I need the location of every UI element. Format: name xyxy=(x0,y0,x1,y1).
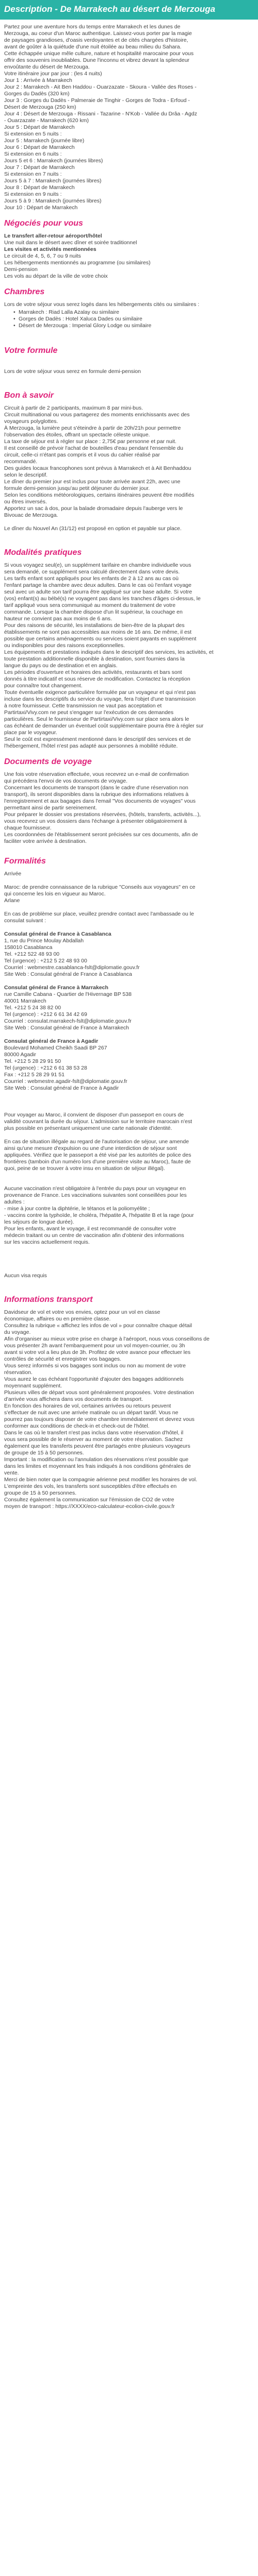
text-line: Il est conseillé de prévoir l'achat de bouteilles d'eau pendant l'ensemble du xyxy=(4,445,183,451)
text-line: pourrez pas toujours disposer de votre chambre immédiatement et devrez vous xyxy=(4,1416,195,1422)
text-line: Consulat général de France à Agadir xyxy=(4,1038,99,1044)
text-line: qui précédera l'envoi de vos documents de voyage. xyxy=(4,778,127,784)
blank-line xyxy=(4,1031,254,1038)
text-line: Consultez également la communication sur l'émission de CO2 de votre xyxy=(4,1497,174,1503)
text-line: Site Web : Consulat général de France à Agadir xyxy=(4,1085,119,1091)
text-line: Dans le cas où le transfert n'est pas inclus dans votre réservation d'hôtel, il xyxy=(4,1430,184,1436)
text-line: vous recevrez un vos dossiers dans l'échange à présenter obligatoirement à xyxy=(4,818,187,824)
bonsavoir-title: Bon à savoir xyxy=(4,391,54,400)
text-line: Seul le coût est expressément mentionné dans le descriptif des services et de xyxy=(4,736,191,742)
text-line: Circuit multinational ou vous partagerez des moments enrichissants avec des xyxy=(4,412,190,418)
blank-line xyxy=(4,1246,254,1252)
text-line: Site Web : Consulat général de France à Casablanca xyxy=(4,971,132,977)
blank-line xyxy=(4,877,254,884)
text-line: rue Camille Cabana - Quartier de l'Hivernage BP 538 xyxy=(4,991,132,997)
text-line: Jours 5 et 6 : Marrakech (journées libres) xyxy=(4,158,103,164)
text-line: Courriel : webmestre.agadir-fslt@diplomatie.gouv.fr xyxy=(4,1078,127,1084)
text-line: Si extension en 6 nuits : xyxy=(4,151,62,157)
text-line: 40001 Marrakech xyxy=(4,998,46,1004)
documents-title: Documents de voyage xyxy=(4,757,92,766)
text-line: Jour 5 : Départ de Marrakech xyxy=(4,124,75,130)
list-item: • Gorges de Dadès : Hotel Xaluca Dades ou similaire xyxy=(13,316,254,323)
text-line: sera demandé, ce supplément sera calculé directement dans votre devis. xyxy=(4,569,180,575)
chambres-title: Chambres xyxy=(4,287,45,296)
blank-line xyxy=(4,924,254,931)
text-line: Jour 6 : Départ de Marrakech xyxy=(4,144,75,150)
text-line: Concernant les documents de transport (dans le cadre d'une réservation non xyxy=(4,785,188,791)
modalites-title: Modalités pratiques xyxy=(4,548,82,557)
text-line: Les coordonnées de l'établissement seront précisées sur ces documents, afin de xyxy=(4,832,198,838)
text-line: Votre itinéraire jour par jour : (les 4 nuits) xyxy=(4,71,102,77)
text-line: Pour préparer le dossier vos prestations réservées, (hôtels, transferts, activités...), xyxy=(4,811,201,818)
text-line: 80000 Agadir xyxy=(4,1052,36,1058)
text-line: Site Web : Consulat général de France à Marrakech xyxy=(4,1025,130,1031)
list-item: • Marrakech : Riad Lalla Azalay ou similaire xyxy=(13,309,254,316)
text-line: possible que certains aménagements ou services soient payants en supplément xyxy=(4,636,197,642)
text-line: Partez pour une aventure hors du temps entre Marrakech et les dunes de xyxy=(4,24,181,30)
text-line: Vous aurez le cas échéant l'opportunité d'ajouter des bagages additionnels xyxy=(4,1376,184,1382)
text-line: vente. xyxy=(4,1470,19,1476)
text-line: Demi-pension xyxy=(4,266,38,273)
text-line: Tel. +212 5 24 38 82 00 xyxy=(4,1005,61,1011)
text-line: économique, affaires ou en première classe. xyxy=(4,1316,111,1322)
blank-line xyxy=(4,1132,254,1139)
text-line: Apportez un sac à dos, pour la balade dromadaire depuis l'auberge vers le xyxy=(4,505,183,512)
text-line: pour connaître tout changement. xyxy=(4,683,83,689)
text-line: appliquées. Vérifiez que le passeport a été visé par les autorités de police des xyxy=(4,1152,191,1158)
text-line: En cas de situation illégale au regard de l'autorisation de séjour, une amende xyxy=(4,1139,189,1145)
text-line: contrôles de sécurité et enregistrer vos bagages. xyxy=(4,1356,122,1362)
text-line: permettant ainsi de partir sereinement. xyxy=(4,805,97,811)
text-line: Arrivée xyxy=(4,871,22,877)
blank-line xyxy=(4,1105,254,1112)
text-line: L'empreinte des vols, les transferts sont susceptibles d'être effectués en xyxy=(4,1483,177,1489)
text-line: donnés à titre indicatif et sous réserve de modification. Contactez la réception xyxy=(4,676,190,682)
blank-line xyxy=(4,904,254,911)
text-line: Les hébergements mentionnés au programme (ou similaires) xyxy=(4,260,151,266)
text-line: Vous serez informés si vos bagages sont inclus ou non au moment de votre xyxy=(4,1363,186,1369)
text-line: place par le voyageur. xyxy=(4,730,57,736)
text-line: Davidseur de vol et votre vos envies, optez pour un vol en classe xyxy=(4,1309,160,1315)
informations-title: Informations transport xyxy=(4,1295,93,1304)
text-line: À Merzouga, la lumière peut s'éteindre à partir de 20h/21h pour permettre xyxy=(4,425,181,431)
text-line: Les vols au départ de la ville de votre choix xyxy=(4,273,108,279)
text-line: Le circuit de 4, 5, 6, 7 ou 9 nuits xyxy=(4,253,81,259)
text-line: à notre fournisseur. Cette transmission ne vaut pas acceptation et xyxy=(4,703,162,709)
text-line: du voyage. xyxy=(4,1329,31,1335)
text-line: Pour des raisons de sécurité, les installations de bien-être de la plupart des xyxy=(4,622,185,629)
informations-text xyxy=(4,1309,254,1510)
text-line: Une nuit dans le désert avec dîner et soirée traditionnel xyxy=(4,240,137,246)
text-line: Jours 5 à 9 : Marrakech (journées libres) xyxy=(4,198,102,204)
text-line: ainsi qu'une mesure d'expulsion ou une d'une interdiction de séjour sont xyxy=(4,1145,177,1151)
text-line: cas échéant de demander un éventuel coût supplémentaire pourra être à régler sur xyxy=(4,723,204,729)
text-line: Courriel : webmestre.casablanca-fslt@diplomatie.gouv.fr xyxy=(4,964,140,971)
text-line: circuit, celle-ci n'étant pas compris et il vous du cahier réalisé par xyxy=(4,452,160,458)
text-line: envoûtante du désert de Merzouga. xyxy=(4,64,90,70)
text-line: - mise à jour contre la diphtérie, le tétanos et la poliomyélite ; xyxy=(4,1206,150,1212)
text-line: groupe de 15 à 50 personnes. xyxy=(4,1490,77,1496)
text-line: Jour 5 : Marrakech (journée libre) xyxy=(4,138,85,144)
text-line: ou indisponibles pour des raisons exceptionnelles. xyxy=(4,642,125,649)
text-line: particulières. Seul le fournisseur de Partirtaxi/Vivy.com sur place sera alors le xyxy=(4,716,189,722)
formalites-title: Formalités xyxy=(4,857,46,866)
text-line: Les visites et activités mentionnées xyxy=(4,246,96,252)
text-line: Jour 7 : Départ de Marrakech xyxy=(4,164,75,171)
chambres-intro: Lors de votre séjour vous serez logés dans les hébergements cités ou similaires : xyxy=(4,301,200,308)
text-line: Une fois votre réservation effectuée, vous recevrez un e-mail de confirmation xyxy=(4,771,189,777)
text-line: de paysages grandioses, d'oasis verdoyantes et de cités chargées d'histoire, xyxy=(4,37,188,43)
text-line: Arlane xyxy=(4,897,20,904)
text-line: établissements ne sont pas accessibles aux moins de 16 ans. De même, il est xyxy=(4,629,192,635)
text-line: hauteur ne convient pas aux moins de 6 ans. xyxy=(4,616,112,622)
text-line: médecin traitant ou un centre de vaccination afin d'obtenir des informations xyxy=(4,1232,184,1239)
blank-line xyxy=(4,1092,254,1098)
text-line: transport), ils seront disponibles dans la rubrique des informations relatives à xyxy=(4,791,189,798)
text-line: Tel (urgence) : +212 5 22 48 93 00 xyxy=(4,958,87,964)
text-line: Aucun visa requis xyxy=(4,1273,47,1279)
text-line: voyageurs polyglottes. xyxy=(4,418,58,425)
text-line: frontières (tamboin d'un numéro lors d'une première visite au Maroc), faute de xyxy=(4,1159,191,1165)
negocies-title: Négociés pour vous xyxy=(4,219,83,228)
text-line: Le dîner du Nouvel An (31/12) est proposé en option et payable sur place. xyxy=(4,526,182,532)
text-line: validité couvrant la durée du séjour. L'admission sur le territoire marocain n'est xyxy=(4,1118,192,1125)
text-line: Partirtaxi/Vivy.com ne peut s'engager sur l'exécution de ces demandes xyxy=(4,709,174,716)
text-line: Pour voyager au Maroc, il convient de disposer d'un passeport en cours de xyxy=(4,1112,184,1118)
blank-line xyxy=(4,978,254,985)
text-line: moyen de transport : https://XXXX/eco-calculateur-ecolion-civile.gouv.fr xyxy=(4,1503,175,1510)
text-line: Des guides locaux francophones sont prévus à Marrakech et à Ait Benhaddou xyxy=(4,465,191,471)
text-line: ou êtres inversés. xyxy=(4,499,47,505)
text-line: de groupe de 15 à 50 personnes. xyxy=(4,1450,84,1456)
formule-title: Votre formule xyxy=(4,346,58,355)
text-line: Cette échappée unique mêle culture, nature et hospitalité marocaine pour vous xyxy=(4,50,194,57)
text-line: Jour 3 : Gorges du Dadès - Palmeraie de Tinghir - Gorges de Todra - Erfoud - xyxy=(4,97,190,104)
text-line: chaque fournisseur. xyxy=(4,825,52,831)
text-line: quoi, peine de se trouver à votre insu en situation de séjour illégal). xyxy=(4,1165,165,1172)
text-line: Boulevard Mohamed Cheikh Saadi BP 267 xyxy=(4,1045,107,1051)
negocies-list xyxy=(4,233,254,280)
text-line: Si extension en 7 nuits : xyxy=(4,171,62,177)
chambres-list xyxy=(13,309,254,329)
text-line: Circuit à partir de 2 participants, maximum 8 par mini-bus. xyxy=(4,405,143,411)
text-line: vous présenter 2h avant l'embarquement pour un vol moyen-courrier, ou 3h xyxy=(4,1343,185,1349)
text-line: Si extension en 5 nuits : xyxy=(4,131,62,137)
text-line: réservation. xyxy=(4,1369,33,1376)
text-line: (vos) enfant(s) au bébé(s) ne voyagent pas dans les tranches d'âges ci-dessus, le xyxy=(4,596,201,602)
text-line: faciliter votre arrivée à destination. xyxy=(4,838,87,844)
text-line: Les équipements et prestations indiqués dans le descriptif des services, les activités, et xyxy=(4,649,214,655)
text-line: Important : la modification ou l'annulation des réservations n'est possible que xyxy=(4,1456,189,1463)
description-banner xyxy=(0,0,258,20)
text-line: Bivouac de Merzouga. xyxy=(4,512,58,518)
text-line: Afin d'organiser au mieux votre prise en charge à l'aéroport, nous vous conseillons de xyxy=(4,1336,209,1342)
documents-text xyxy=(4,771,254,845)
text-line: Les tarifs enfant sont appliqués pour les enfants de 2 à 12 ans au cas où xyxy=(4,575,179,582)
text-line: La taxe de séjour est à régler sur place : 2,75€ par personne et par nuit. xyxy=(4,438,176,445)
text-line: En fonction des horaires de vol, certaines arrivées ou retours peuvent xyxy=(4,1403,171,1409)
text-line: recommandé. xyxy=(4,459,38,465)
text-line: tarif appliqué vous sera communiqué au moment du traitement de votre xyxy=(4,602,176,608)
text-line: Tel. +212 522 48 93 00 xyxy=(4,951,60,957)
text-line: l'enfant partage la chambre avec deux adultes. Dans le cas où l'enfant voyage xyxy=(4,582,191,588)
text-line: Si extension en 9 nuits : xyxy=(4,191,62,197)
text-line: s'effectuer de nuit avec une arrivée matinale ou un départ tardif. Vous ne xyxy=(4,1410,179,1416)
text-line: seul avec un adulte son tarif pourra être appliqué sur une base adulte. Si votre xyxy=(4,589,192,595)
text-line: Jours 5 à 7 : Marrakech (journées libres) xyxy=(4,178,102,184)
text-line: toute prestation additionnelle disponible à destination, sont fournies dans la xyxy=(4,656,185,662)
text-line: Merzouga, au coeur d'un Maroc authentique. Laissez-vous porter par la magie xyxy=(4,30,192,37)
text-line: Consultez la rubrique « affichez les infos de vol » pour connaître chaque détail xyxy=(4,1323,192,1329)
text-line: Si vous voyagez seul(e), un supplément tarifaire en chambre individuelle vous xyxy=(4,562,191,568)
text-line: Tel (urgence) : +212 6 61 34 42 69 xyxy=(4,1011,87,1018)
text-line: Consulat général de France à Marrakech xyxy=(4,985,108,991)
text-line: dans les limites et moyennant les frais indiqués à nos conditions générales de xyxy=(4,1463,191,1469)
text-line: Tel (urgence) : +212 6 61 38 53 28 xyxy=(4,1065,87,1071)
text-line: Les périodes d'ouverture et horaires des activités, restaurants et bars sont xyxy=(4,669,182,675)
text-line: Plusieurs villes de départ vous sont généralement proposées. Votre destination xyxy=(4,1389,194,1396)
text-line: - Ouarzazate - Marrakech (620 km) xyxy=(4,117,89,124)
text-line: les séjours de longue durée). xyxy=(4,1219,74,1225)
text-line: également que les transferts peuvent être partagés entre plusieurs voyageurs xyxy=(4,1443,190,1449)
blank-line xyxy=(4,519,254,526)
text-line: Aucune vaccination n'est obligatoire à l'entrée du pays pour un voyageur en xyxy=(4,1185,186,1192)
text-line: l'enregistrement et aux bagages dans l'email "Vos documents de voyages" vous xyxy=(4,798,196,804)
text-line: Merci de bien noter que la compagnie aérienne peut modifier les horaires de vol. xyxy=(4,1477,198,1483)
text-line: plus possible en présentant uniquement une carte nationale d'identité. xyxy=(4,1125,172,1131)
text-line: 158010 Casablanca xyxy=(4,944,53,951)
text-line: qui concerne les lois en vigueur au Maroc. xyxy=(4,891,106,897)
text-line: Jour 4 : Désert de Merzouga - Rissani - Tazarine - N'Kob - Vallée du Drâa - Agdz xyxy=(4,111,197,117)
text-line: Le transfert aller-retour aéroport/hôtel xyxy=(4,233,102,239)
text-line: langue du pays ou de destination et en anglais. xyxy=(4,663,118,669)
text-line: 1, rue du Prince Moulay Abdallah xyxy=(4,938,84,944)
blank-line xyxy=(4,1172,254,1179)
text-line: formule demi-pension jusqu'au petit déjeuner du dernier jour. xyxy=(4,485,150,492)
modalites-text xyxy=(4,562,254,750)
text-line: avant de goûter à la quiétude d'une nuit étoilée au beau milieu du Sahara. xyxy=(4,44,182,50)
text-line: Selon les conditions météorologiques, certains itinéraires peuvent être modifiés xyxy=(4,492,195,498)
blank-line xyxy=(4,1259,254,1266)
text-line: commande. Lorsque la chambre dispose d'un lit supérieur, la couchage en xyxy=(4,609,183,615)
text-line: Toute éventuelle exigence particulière formulée par un voyageur et qui n'est pas xyxy=(4,689,196,696)
text-line: moyennant supplément. xyxy=(4,1383,62,1389)
text-line: Fax : +212 5 28 29 91 51 xyxy=(4,1072,65,1078)
text-line: sur les vaccins actuellement requis. xyxy=(4,1239,90,1245)
text-line: Jour 1 : Arrivée à Marrakech xyxy=(4,77,72,83)
text-line: adultes : xyxy=(4,1199,25,1205)
banner-title: Description - De Marrakech au désert de Merzouga xyxy=(4,4,216,14)
text-line: Courriel : consulat.marrakech-fslt@diplomatie.gouv.fr xyxy=(4,1018,132,1024)
text-line: selon le descriptif. xyxy=(4,472,48,478)
blank-line xyxy=(4,1266,254,1273)
text-line: Jour 10 : Départ de Marrakech xyxy=(4,205,78,211)
text-line: Pour les enfants, avant le voyage, il est recommandé de consulter votre xyxy=(4,1226,176,1232)
text-line: l'observation des étoiles, offrant un spectacle céleste unique. xyxy=(4,432,150,438)
text-line: incluse dans les descriptifs du service du voyage, fera l'objet d'une transmission xyxy=(4,696,196,702)
text-line: offrir des souvenirs inoubliables. Dune l'inconnu et vibrez devant la splendeur xyxy=(4,57,190,63)
text-line: provenance de France. Les vaccinations suivantes sont conseillées pour les xyxy=(4,1192,187,1198)
text-line: l'hébergement, l'hôtel n'est pas adapté aux personnes à mobilité réduite. xyxy=(4,743,178,749)
text-line: Jour 8 : Départ de Marrakech xyxy=(4,184,75,191)
formalites-text xyxy=(4,871,254,1279)
text-line: d'arrivée vous affichera dans vos documents de transport. xyxy=(4,1396,143,1402)
bonsavoir-text xyxy=(4,405,254,532)
text-line: vous sera possible de le réserver au moment de votre réservation. Sachez xyxy=(4,1436,183,1443)
blank-line xyxy=(4,1098,254,1105)
text-line: Désert de Merzouga (250 km) xyxy=(4,104,76,110)
text-line: Consulat général de France à Casablanca xyxy=(4,931,111,937)
text-line: conformer aux conditions de check-in et check-out de l'hôtel. xyxy=(4,1423,150,1429)
blank-line xyxy=(4,1179,254,1185)
description-text xyxy=(4,24,254,211)
text-line: - vaccins contre la typhoïde, le choléra, l'hépatite A, l'hépatite B et la rage (pour xyxy=(4,1212,194,1218)
text-line: Tel. +212 5 28 29 91 50 xyxy=(4,1058,61,1064)
blank-line xyxy=(4,1252,254,1259)
text-line: consulat suivant : xyxy=(4,918,46,924)
list-item: • Désert de Merzouga : Imperial Glory Lodge ou similaire xyxy=(13,323,254,329)
text-line: En cas de problème sur place, veuillez prendre contact avec l'ambassade ou le xyxy=(4,911,194,917)
text-line: avant si votre vol a lieu plus de 3h. Profitez de votre avance pour effectuer les xyxy=(4,1349,191,1355)
text-line: Jour 2 : Marrakech - Ait Ben Haddou - Ouarzazate - Skoura - Vallée des Roses - xyxy=(4,84,197,90)
text-line: Maroc: de prendre connaissance de la rubrique "Conseils aux voyageurs" en ce xyxy=(4,884,196,890)
formule-text: Lors de votre séjour vous serez en formule demi-pension xyxy=(4,368,141,375)
text-line: Le dîner du premier jour est inclus pour toute arrivée avant 22h, avec une xyxy=(4,479,181,485)
text-line: Gorges du Dadès (320 km) xyxy=(4,91,70,97)
